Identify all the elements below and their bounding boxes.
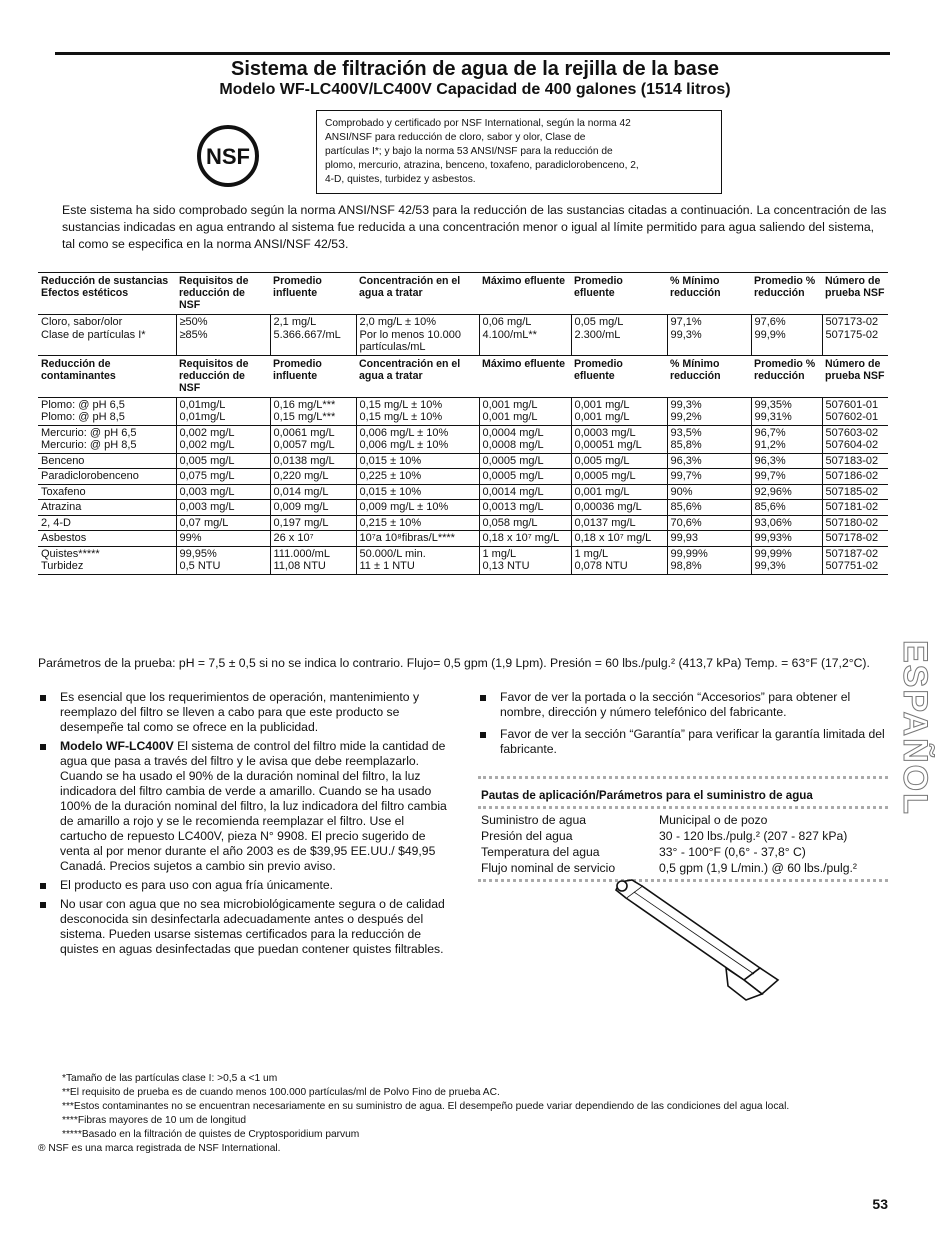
table-header-cell: Promedio influente xyxy=(273,357,322,382)
table-cell: 0,0014 mg/L xyxy=(479,484,571,500)
requirements-title: Pautas de aplicación/Parámetros para el suministro de agua xyxy=(481,789,813,802)
table-header-cell: Número de prueba NSF xyxy=(825,275,885,299)
certification-box xyxy=(316,110,722,194)
table-cell: 111.000/mL 11,08 NTU xyxy=(270,546,356,574)
page-title: Sistema de filtración de agua de la rejilla de la base xyxy=(231,58,719,80)
language-side-tab: ESPAÑOL xyxy=(896,640,934,816)
table-cell: 85,6% xyxy=(667,500,751,516)
table-cell: 99,7% xyxy=(667,469,751,485)
table-cell: 507178-02 xyxy=(822,531,888,547)
footnote: ***Estos contaminantes no se encuentran necesariamente en su suministro de agua. El desempeño puede variar dependiendo de las condiciones del agua local. xyxy=(62,1101,790,1112)
table-cell: 0,0005 mg/L xyxy=(479,453,571,469)
table-header-cell: Promedio influente xyxy=(273,275,322,299)
table-cell: 0,215 ± 10% xyxy=(356,515,479,531)
table-cell: 507173-02 507175-02 xyxy=(822,315,888,356)
table-cell: 0,225 ± 10% xyxy=(356,469,479,485)
table-header-cell: Máximo efluente xyxy=(482,275,566,287)
table-cell: 0,006 mg/L ± 10% 0,006 mg/L ± 10% xyxy=(356,425,479,453)
table-cell: 0,002 mg/L 0,002 mg/L xyxy=(176,425,270,453)
table-row xyxy=(38,469,888,485)
table-cell: 507187-02 507751-02 xyxy=(822,546,888,574)
table-cell: 99,7% xyxy=(751,469,822,485)
table-cell: 99% xyxy=(176,531,270,547)
bullet-item: Favor de ver la portada o la sección “Accesorios” para obtener el nombre, dirección y número telefónico del fabricante. xyxy=(478,690,888,720)
nsf-logo-text: NSF xyxy=(206,144,250,169)
table-cell: Mercurio: @ pH 6,5 Mercurio: @ pH 8,5 xyxy=(38,425,176,453)
table-cell: 99,99% 98,8% xyxy=(667,546,751,574)
table-cell: 0,005 mg/L xyxy=(176,453,270,469)
table-cell: ≥50% ≥85% xyxy=(176,315,270,356)
bullet-item: Modelo WF-LC400V El sistema de control del filtro mide la cantidad de agua que pasa a través del filtro y le avisa que debe reemplazarlo. Cuando se ha usado el 90% de la duración nominal del filtro, la luz indicadora del filtro cambia de verde a amarillo. Cuando se ha usado 100% de la duración nominal del filtro, la luz indicadora del filtro cambia de amarillo a rojo y se le recomienda reemplazar el filtro. Use el cartucho de repuesto LC400V, pieza N° 9908. El precio sugerido de venta al por menor durante el año 2003 es de $39,95 EE.UU./ $49,95 Canadá. Precios sujetos a cambio sin previo aviso. xyxy=(38,739,448,874)
table-cell: Plomo: @ pH 6,5 Plomo: @ pH 8,5 xyxy=(38,397,176,425)
table-cell: 0,001 mg/L 0,001 mg/L xyxy=(571,397,667,425)
table-cell: 0,16 mg/L*** 0,15 mg/L*** xyxy=(270,397,356,425)
table-cell: 0,06 mg/L 4.100/mL** xyxy=(479,315,571,356)
table-cell: 0,003 mg/L xyxy=(176,484,270,500)
table-cell: Atrazina xyxy=(38,500,176,516)
table-cell: 0,220 mg/L xyxy=(270,469,356,485)
footnote: *****Basado en la filtración de quistes de Cryptosporidium parvum xyxy=(62,1129,360,1140)
table-cell: 0,15 mg/L ± 10% 0,15 mg/L ± 10% xyxy=(356,397,479,425)
table-cell: 26 x 10⁷ xyxy=(270,531,356,547)
table-header-cell: Promedio % reducción xyxy=(754,357,816,382)
requirement-row: Presión del agua 30 - 120 lbs./pulg.² (207 - 827 kPa) xyxy=(481,829,848,843)
top-rule xyxy=(55,52,890,55)
table-row xyxy=(38,484,888,500)
table-cell: Quistes***** Turbidez xyxy=(38,546,176,574)
test-parameters: Parámetros de la prueba: pH = 7,5 ± 0,5 si no se indica lo contrario. Flujo= 0,5 gpm (1,9 Lpm). Presión = 60 lbs./pulg.² (413,7 kPa) Temp. = 63°F (17,2°C). xyxy=(38,656,870,670)
table-cell: 99,35% 99,31% xyxy=(751,397,822,425)
bullet-item: Favor de ver la sección “Garantía” para verificar la garantía limitada del fabricante. xyxy=(478,727,888,757)
table-cell: 0,01mg/L 0,01mg/L xyxy=(176,397,270,425)
table-cell: 0,005 mg/L xyxy=(571,453,667,469)
table-row xyxy=(38,515,888,531)
table-cell: 0,0137 mg/L xyxy=(571,515,667,531)
table-cell: 0,075 mg/L xyxy=(176,469,270,485)
table-header-cell: Requisitos de reducción de NSF xyxy=(179,357,249,394)
table-row xyxy=(38,546,888,574)
table-cell: 0,0005 mg/L xyxy=(571,469,667,485)
bullet-item: Es esencial que los requerimientos de operación, mantenimiento y reemplazo del filtro se lleven a cabo para que este producto se desempeñe tal como se ofrece en la publicidad. xyxy=(38,690,448,735)
table-header-cell: Promedio % reducción xyxy=(754,275,816,299)
table-header-cell: % Mínimo reducción xyxy=(670,357,721,382)
table-header-cell: Promedio efluente xyxy=(574,357,623,382)
footnotes xyxy=(38,1072,890,1156)
table-cell: 96,3% xyxy=(667,453,751,469)
table-row xyxy=(38,397,888,425)
table-cell: Paradiclorobenceno xyxy=(38,469,176,485)
table-cell: 0,18 x 10⁷ mg/L xyxy=(571,531,667,547)
table-cell: 0,058 mg/L xyxy=(479,515,571,531)
footnote: ® NSF es una marca registrada de NSF International. xyxy=(38,1143,281,1154)
footnote: ****Fibras mayores de 10 um de longitud xyxy=(62,1115,247,1126)
table-cell: Cloro, sabor/olor Clase de partículas I* xyxy=(38,315,176,356)
table-cell: 96,3% xyxy=(751,453,822,469)
cert-line: plomo, mercurio, atrazina, benceno, toxafeno, paradiclorobenceno, 2, xyxy=(325,160,639,171)
table-cell: 0,0138 mg/L xyxy=(270,453,356,469)
table-row xyxy=(38,453,888,469)
table-cell: 0,0003 mg/L 0,00051 mg/L xyxy=(571,425,667,453)
table-row xyxy=(38,425,888,453)
table-header-cell: Máximo efluente xyxy=(482,357,566,370)
table-cell: 0,001 mg/L xyxy=(571,484,667,500)
cert-line: ANSI/NSF para reducción de cloro, sabor y olor, Clase de xyxy=(325,132,586,143)
requirement-row: Flujo nominal de servicio 0,5 gpm (1,9 L/min.) @ 60 lbs./pulg.² xyxy=(481,861,857,875)
table-cell: Toxafeno xyxy=(38,484,176,500)
cert-line: partículas I*; y bajo la norma 53 ANSI/NSF para la reducción de xyxy=(325,146,613,157)
table-cell: Asbestos xyxy=(38,531,176,547)
table-cell: 92,96% xyxy=(751,484,822,500)
table-cell: 0,07 mg/L xyxy=(176,515,270,531)
table-row xyxy=(38,500,888,516)
table-cell: 507183-02 xyxy=(822,453,888,469)
table-cell: 93,5% 85,8% xyxy=(667,425,751,453)
table-cell: 99,99% 99,3% xyxy=(751,546,822,574)
table-cell: 0,001 mg/L 0,001 mg/L xyxy=(479,397,571,425)
table-cell: 1 mg/L 0,13 NTU xyxy=(479,546,571,574)
table-header-cell: Concentración en el agua a tratar xyxy=(359,275,461,299)
table-cell: 0,18 x 10⁷ mg/L xyxy=(479,531,571,547)
table-cell: 2,0 mg/L ± 10% Por lo menos 10.000 partículas/mL xyxy=(356,315,479,356)
table-cell: 0,0005 mg/L xyxy=(479,469,571,485)
table-header-cell: Concentración en el agua a tratar xyxy=(359,357,461,382)
table-cell: 507180-02 xyxy=(822,515,888,531)
table-cell: 50.000/L min. 11 ± 1 NTU xyxy=(356,546,479,574)
table-cell: 0,00036 mg/L xyxy=(571,500,667,516)
intro-paragraph: Este sistema ha sido comprobado según la norma ANSI/NSF 42/53 para la reducción de las sustancias citadas a continuación. La concentración de las sustancias indicadas en agua entrando al sistema fue reducida a una concentración menor o igual al límite permitido para agua saliendo del sistema, tal como se especifica en la norma ANSI/NSF 42/53. xyxy=(62,203,887,251)
table-row xyxy=(38,315,888,356)
bullet-item: El producto es para uso con agua fría únicamente. xyxy=(38,878,448,893)
table-cell: 2,1 mg/L 5.366.667/mL xyxy=(270,315,356,356)
table-cell: 0,0061 mg/L 0,0057 mg/L xyxy=(270,425,356,453)
table-header-cell: Promedio efluente xyxy=(574,275,623,299)
requirements-box xyxy=(478,776,888,882)
table-cell: 507185-02 xyxy=(822,484,888,500)
requirement-row: Temperatura del agua 33° - 100°F (0,6° - 37,8° C) xyxy=(481,845,806,859)
table-cell: 2, 4-D xyxy=(38,515,176,531)
cert-line: Comprobado y certificado por NSF International, según la norma 42 xyxy=(325,118,631,129)
table-cell: 0,015 ± 10% xyxy=(356,453,479,469)
table-header-row xyxy=(38,355,888,397)
footnote: *Tamaño de las partículas clase I: >0,5 a <1 um xyxy=(62,1073,278,1084)
table-cell: 99,3% 99,2% xyxy=(667,397,751,425)
table-header-cell: Número de prueba NSF xyxy=(825,357,885,382)
bullet-list-right xyxy=(478,690,888,764)
table-cell: 99,95% 0,5 NTU xyxy=(176,546,270,574)
table-cell: 85,6% xyxy=(751,500,822,516)
table-cell: 0,014 mg/L xyxy=(270,484,356,500)
table-cell: 0,003 mg/L xyxy=(176,500,270,516)
footnote: **El requisito de prueba es de cuando menos 100.000 partículas/ml de Polvo Fino de prueba AC. xyxy=(62,1087,500,1098)
table-header-cell: Reducción de contaminantes xyxy=(41,357,116,382)
table-cell: 507601-01 507602-01 xyxy=(822,397,888,425)
table-cell: 507186-02 xyxy=(822,469,888,485)
table-cell: 0,009 mg/L ± 10% xyxy=(356,500,479,516)
table-cell: 0,0013 mg/L xyxy=(479,500,571,516)
bullet-item: No usar con agua que no sea microbiológicamente segura o de calidad desconocida sin desinfectarla adecuadamente antes o después del sistema. Pueden usarse sistemas certificados para la reducción de quistes en aguas desinfectadas que puedan contener quistes filtrables. xyxy=(38,897,448,957)
table-header-row xyxy=(38,273,888,315)
page-number: 53 xyxy=(872,1196,888,1212)
table-cell: 0,05 mg/L 2.300/mL xyxy=(571,315,667,356)
filter-cartridge-icon xyxy=(608,876,798,1002)
table-cell: 97,6% 99,9% xyxy=(751,315,822,356)
table-cell: 10⁷a 10⁸fibras/L**** xyxy=(356,531,479,547)
bullet-list-left xyxy=(38,690,448,961)
table-cell: 507603-02 507604-02 xyxy=(822,425,888,453)
page-subtitle: Modelo WF-LC400V/LC400V Capacidad de 400 galones (1514 litros) xyxy=(219,81,731,98)
requirement-row: Suministro de agua Municipal o de pozo xyxy=(481,813,768,827)
table-cell: 0,009 mg/L xyxy=(270,500,356,516)
table-cell: 99,93% xyxy=(751,531,822,547)
table-cell: 0,015 ± 10% xyxy=(356,484,479,500)
table-cell: Benceno xyxy=(38,453,176,469)
table-cell: 0,0004 mg/L 0,0008 mg/L xyxy=(479,425,571,453)
table-cell: 70,6% xyxy=(667,515,751,531)
table-cell: 90% xyxy=(667,484,751,500)
table-cell: 93,06% xyxy=(751,515,822,531)
table-cell: 0,197 mg/L xyxy=(270,515,356,531)
cert-line: 4-D, quistes, turbidez y asbestos. xyxy=(325,174,476,185)
table-cell: 97,1% 99,3% xyxy=(667,315,751,356)
table-row xyxy=(38,531,888,547)
nsf-logo-icon xyxy=(196,124,260,188)
table-cell: 96,7% 91,2% xyxy=(751,425,822,453)
table-header-cell: Reducción de sustancias Efectos estéticos xyxy=(41,275,169,299)
performance-table xyxy=(38,272,888,575)
table-cell: 1 mg/L 0,078 NTU xyxy=(571,546,667,574)
table-header-cell: Requisitos de reducción de NSF xyxy=(179,275,249,311)
table-header-cell: % Mínimo reducción xyxy=(670,275,721,299)
table-cell: 507181-02 xyxy=(822,500,888,516)
table-cell: 99,93 xyxy=(667,531,751,547)
